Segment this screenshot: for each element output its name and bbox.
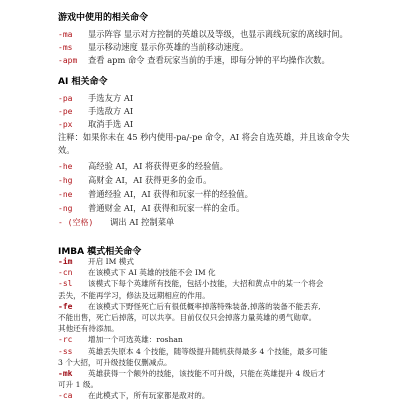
command-row (58, 346, 392, 357)
command-code: -ng (58, 204, 73, 213)
command-row (58, 92, 392, 106)
command-code: -ca (58, 391, 73, 401)
command-row (58, 368, 392, 379)
command-row (58, 160, 392, 174)
command-desc: 普通经验 AI，AI 获得和玩家一样的经验值。 (88, 189, 253, 199)
command-desc: 调出 AI 控制菜单 (110, 217, 175, 227)
command-row (58, 334, 392, 345)
command-code: -ne (58, 190, 73, 199)
command-code: -he (58, 162, 73, 171)
command-desc: 高经验 AI，AI 将获得更多的经验值。 (88, 161, 228, 171)
command-desc: 显示阵容 显示对方控制的英雄以及等级，也显示离线玩家的离线时间。 (88, 29, 348, 39)
command-desc: 开启 IM 模式 (88, 257, 134, 266)
command-code: -ma (58, 30, 73, 39)
command-desc: 增加一个可选英雄：roshan (88, 335, 183, 345)
command-row (58, 267, 392, 278)
command-desc: 该模式下每个英雄所有技能，包括小技能，大招和黄点中的某一个将会 (88, 279, 324, 289)
command-desc-continuation: 不能出售，死亡后掉落，可以共享。目前仅仅只会掉落力量英雄的勇气勋章。 (58, 313, 317, 322)
command-row (58, 174, 392, 188)
command-code: -rc (58, 335, 73, 345)
command-desc-continuation: 可升 1 级。 (58, 380, 99, 390)
command-desc: 高财金 AI，AI 获得更多的金币。 (88, 175, 212, 185)
command-code: -cn (58, 268, 73, 278)
command-desc: 英雄丢失原本 4 个技能，随等级提升随机获得最多 4 个技能，最多可能 (88, 346, 328, 356)
command-code: - (空格) (58, 218, 94, 227)
command-row (58, 41, 392, 55)
command-desc: 普通财金 AI，AI 获得和玩家一样的金币。 (88, 203, 245, 213)
command-code: -sl (58, 279, 73, 289)
command-desc: 查看 apm 命令 查看玩家当前的手速，即每分钟的平均操作次数。 (88, 55, 330, 65)
command-code: -ss (58, 346, 73, 356)
command-row (58, 118, 392, 132)
command-code: -pe (58, 107, 73, 116)
command-code: -apm (58, 56, 78, 65)
command-row (58, 105, 392, 119)
command-code: -px (58, 120, 73, 129)
command-row (58, 278, 392, 289)
command-row (58, 301, 392, 312)
command-row (58, 54, 392, 68)
command-code: -im (58, 257, 73, 266)
command-row (58, 188, 392, 202)
command-code: -ms (58, 43, 73, 52)
command-code: -fe (58, 301, 73, 311)
command-desc: 显示移动速度 显示你英雄的当前移动速度。 (88, 42, 249, 52)
note-continuation: 效。 (58, 145, 75, 155)
command-desc: 在该模式下 AI 英雄的技能不会 IM 化 (88, 268, 216, 278)
command-row (58, 202, 392, 216)
note-row (58, 131, 392, 145)
command-code: -hg (58, 176, 73, 185)
command-desc: 在此模式下，所有玩家都是敌对的。 (88, 391, 210, 401)
section-title-game-commands: 游戏中使用的相关命令 (58, 13, 149, 23)
note-text: 如果你未在 45 秒内使用-pa/-pe 命令，AI 将会自选英雄，并且该命令失 (82, 132, 350, 142)
command-desc-continuation: 丢失，不能再学习，修法及远期相应的作用。 (58, 290, 210, 300)
command-desc-continuation: 3 个大招，可升级技能仅删减点。 (58, 357, 172, 367)
command-code: -pa (58, 94, 73, 103)
command-row (58, 256, 392, 267)
command-desc: 英雄获得一个额外的技能，该技能不可升级，只能在英雄提升 4 级后才 (88, 369, 326, 378)
command-code: -mk (58, 369, 73, 378)
command-desc: 手选友方 AI (88, 93, 134, 103)
note-label: 注释： (58, 132, 83, 142)
command-desc-continuation: 其他还有待添加。 (58, 324, 119, 334)
section-title-imba-commands: IMBA 模式相关命令 (58, 247, 142, 257)
section-title-ai-commands: AI 相关命令 (58, 77, 108, 87)
command-desc: 取消手选 AI (88, 119, 134, 129)
command-row (58, 216, 392, 230)
command-desc: 手选敌方 AI (88, 106, 134, 116)
command-row (58, 28, 392, 42)
command-desc: 在该模式下野怪死亡后有很低概率掉落特殊装备,掉落的装备不能丢弃, (88, 301, 321, 311)
